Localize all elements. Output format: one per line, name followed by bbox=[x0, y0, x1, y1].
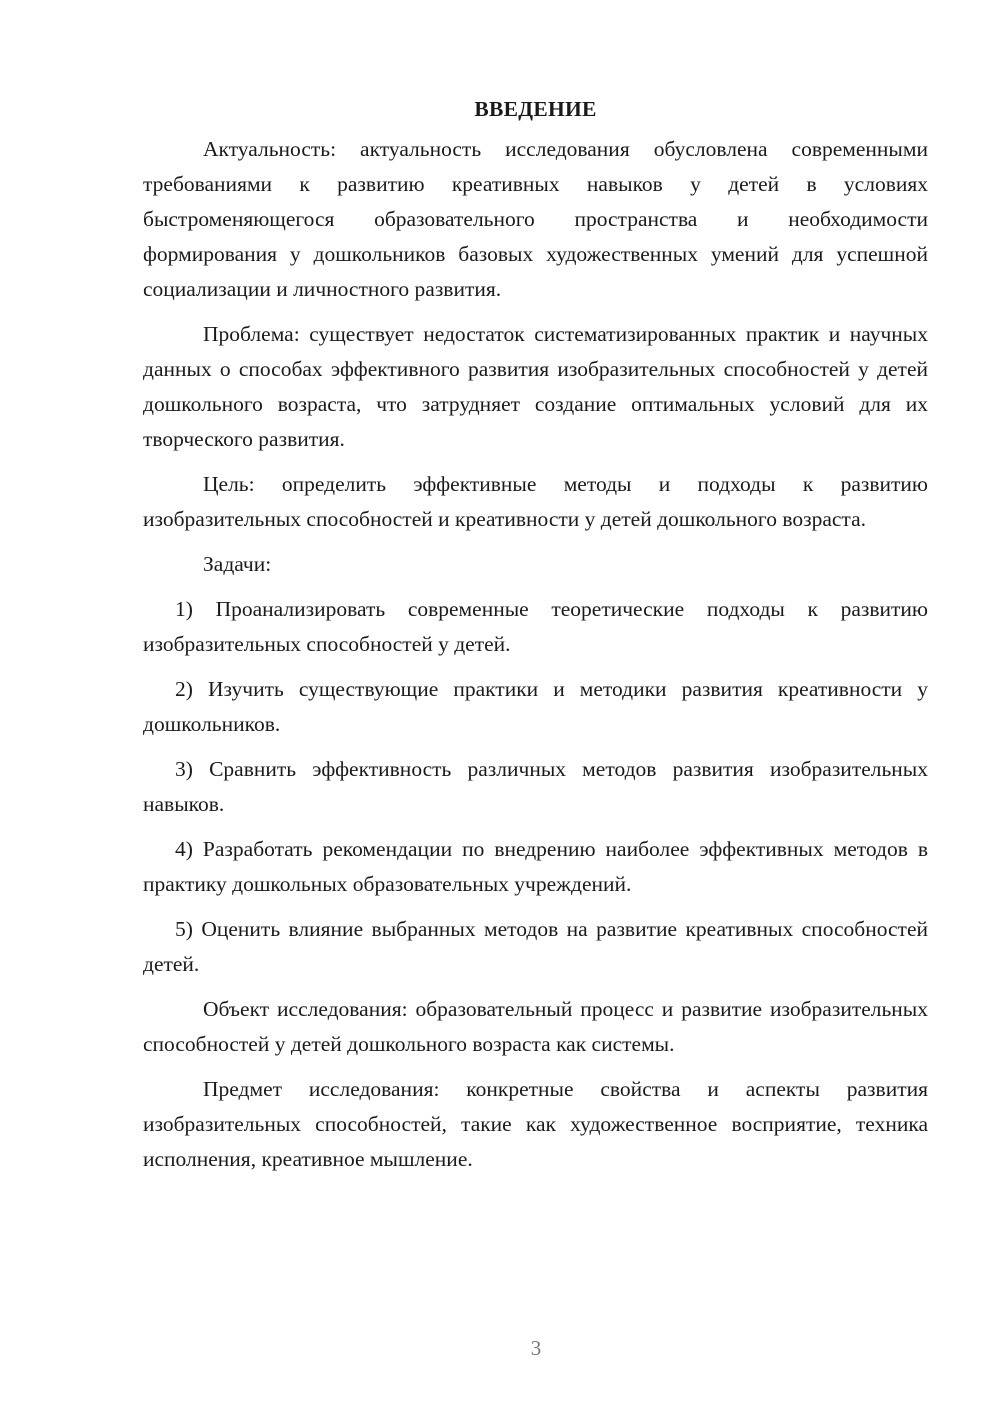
page-content bbox=[143, 92, 928, 1177]
problem-paragraph: Проблема: существует недостаток систематизированных практик и научных данных о способах эффективного развития изобразительных способностей у детей дошкольного возраста, что затрудняет создание оптимальных условий для их творческого развития. bbox=[143, 322, 928, 451]
section-title: ВВЕДЕНИЕ bbox=[474, 97, 597, 121]
goal-paragraph: Цель: определить эффективные методы и подходы к развитию изобразительных способностей и креативности у детей дошкольного возраста. bbox=[143, 472, 928, 531]
task-item-4: 4) Разработать рекомендации по внедрению наиболее эффективных методов в практику дошкольных образовательных учреждений. bbox=[143, 837, 928, 896]
subject-paragraph: Предмет исследования: конкретные свойства и аспекты развития изобразительных способностей, такие как художественное восприятие, техника исполнения, креативное мышление. bbox=[143, 1077, 928, 1171]
task-item-5: 5) Оценить влияние выбранных методов на развитие креативных способностей детей. bbox=[143, 917, 928, 976]
object-paragraph: Объект исследования: образовательный процесс и развитие изобразительных способностей у детей дошкольного возраста как системы. bbox=[143, 997, 928, 1056]
task-item-1: 1) Проанализировать современные теоретические подходы к развитию изобразительных способностей у детей. bbox=[143, 597, 928, 656]
relevance-paragraph: Актуальность: актуальность исследования обусловлена современными требованиями к развитию креативных навыков у детей в условиях быстроменяющегося образовательного пространства и необходимости формирования у дошкольников базовых художественных умений для успешной социализации и личностного развития. bbox=[143, 137, 928, 301]
tasks-heading: Задачи: bbox=[203, 552, 272, 576]
page-number: 3 bbox=[530, 1336, 542, 1360]
task-item-3: 3) Сравнить эффективность различных методов развития изобразительных навыков. bbox=[143, 757, 928, 816]
task-item-2: 2) Изучить существующие практики и методики развития креативности у дошкольников. bbox=[143, 677, 928, 736]
